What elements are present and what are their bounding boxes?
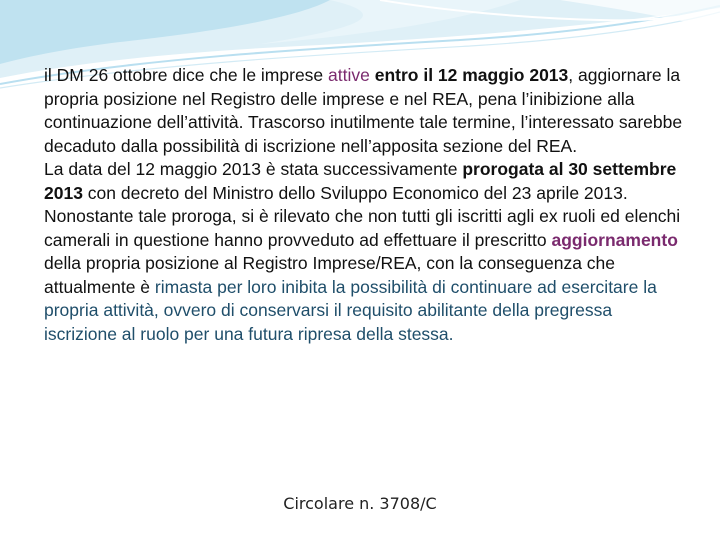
text-segment: con decreto del Ministro dello Sviluppo Economico del 23 aprile 2013. bbox=[82, 182, 628, 203]
text-segment: , aggiornare la propria posizione nel Registro delle imprese e nel REA, pena l’inibizione alla continuazione dell’attività. Trascorso inutilmente tale termine, l’interessato sarebbe decaduto dalla possibilità di iscrizione nell’apposita sezione del REA. bbox=[44, 65, 683, 156]
text-segment: il DM 26 ottobre dice che le imprese bbox=[44, 65, 329, 85]
highlight-attive: attive bbox=[328, 65, 370, 85]
footer-reference: Circolare n. 3708/C bbox=[283, 494, 437, 513]
text-segment: della propria posizione al Registro Imprese/REA, con la conseguenza che attualmente è bbox=[44, 253, 616, 297]
bold-extension: prorogata al 30 settembre 2013 bbox=[44, 159, 677, 203]
text-segment: La data del 12 maggio 2013 è stata successivamente bbox=[44, 159, 463, 179]
highlight-consequence: rimasta per loro inibita la possibilità di continuare ad esercitare la propria attività, ovvero di conservarsi il requisito abilitante della pregressa iscrizione al ruolo per una futura ripresa della stessa. bbox=[44, 276, 657, 344]
paragraph-consequence bbox=[44, 205, 684, 346]
main-text-block bbox=[44, 64, 684, 346]
highlight-aggiornamento: aggiornamento bbox=[551, 229, 678, 250]
paragraph-dm-deadline bbox=[44, 64, 684, 158]
text-segment: Nonostante tale proroga, si è rilevato che non tutti gli iscritti agli ex ruoli ed elenchi camerali in questione hanno provveduto ad effettuare il prescritto bbox=[44, 206, 681, 250]
paragraph-extension bbox=[44, 158, 684, 205]
bold-deadline: entro il 12 maggio 2013 bbox=[369, 65, 569, 85]
